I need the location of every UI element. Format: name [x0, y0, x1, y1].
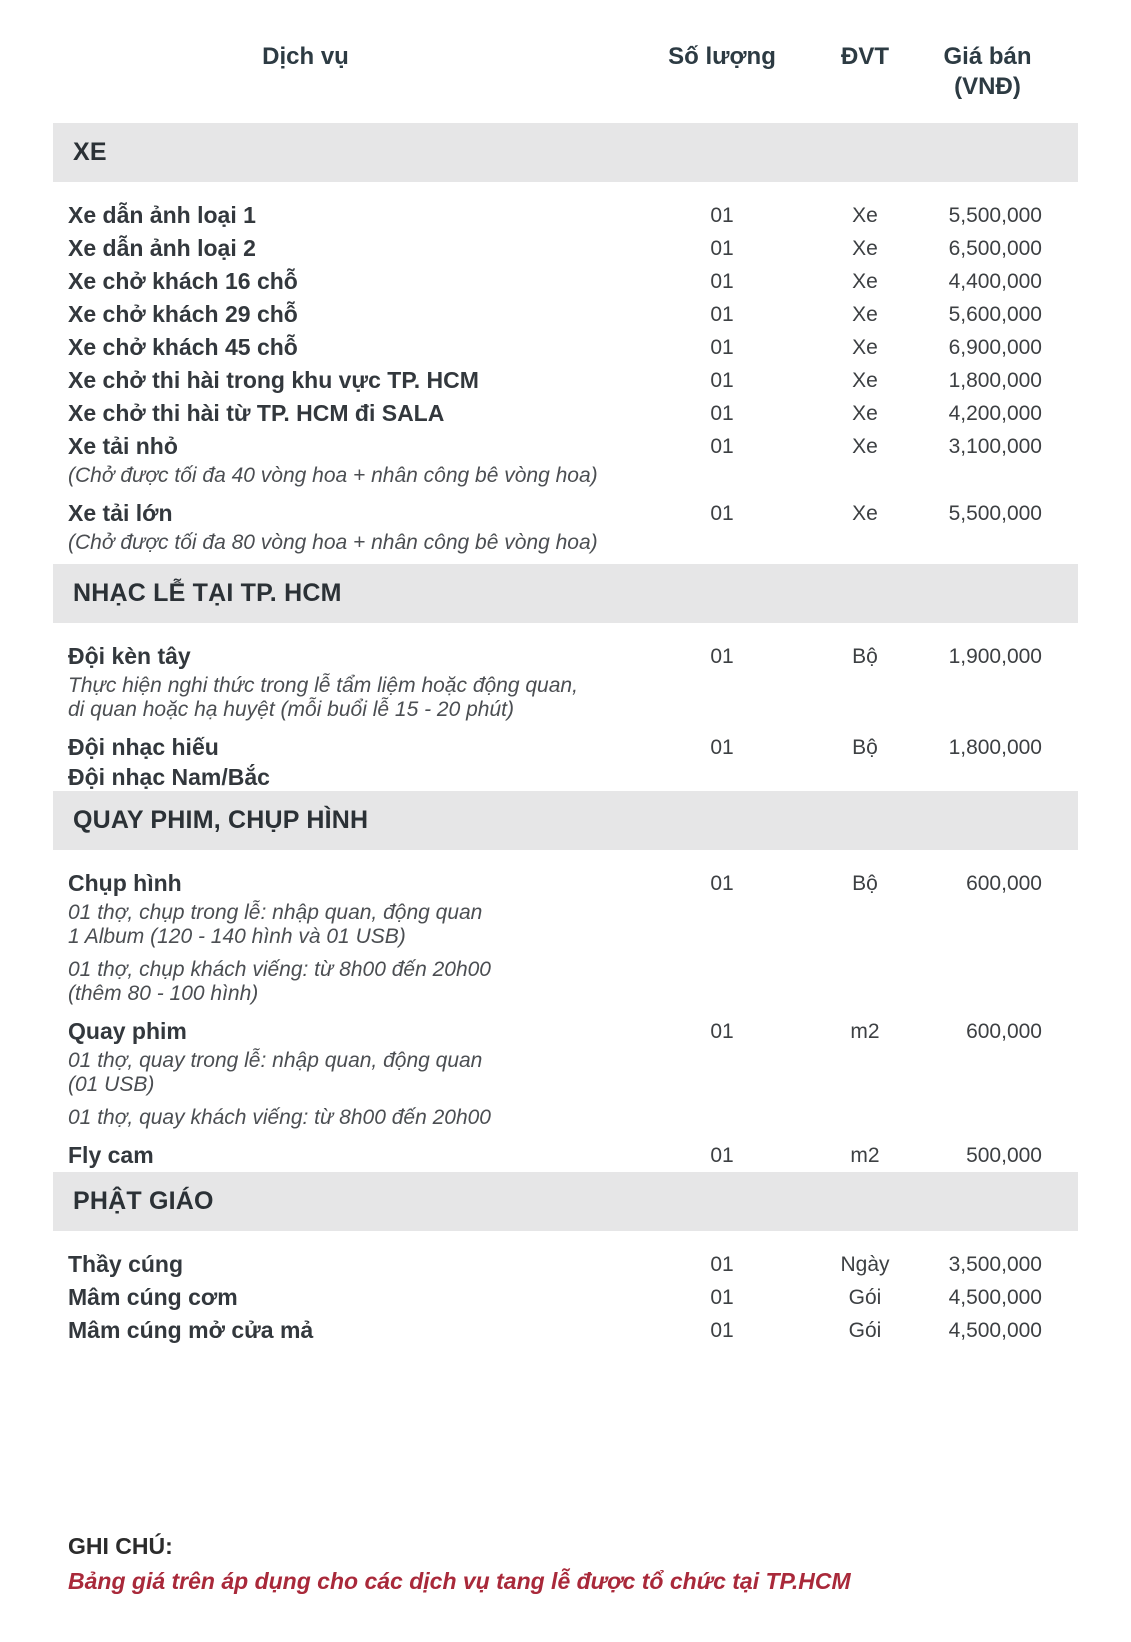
- service-row: [68, 364, 1042, 397]
- price-value: 6,500,000: [948, 237, 1042, 260]
- quantity-value: 01: [710, 502, 734, 525]
- service-row: [68, 298, 1042, 331]
- unit-value: Bộ: [852, 645, 878, 668]
- service-name-cell: [68, 298, 629, 331]
- service-name: Xe chở thi hài trong khu vực TP. HCM: [68, 367, 479, 393]
- section-rows: [0, 623, 1131, 791]
- price-value: 4,400,000: [948, 270, 1042, 293]
- service-name-cell: [68, 1015, 629, 1139]
- service-name: Xe chở thi hài từ TP. HCM đi SALA: [68, 400, 445, 426]
- unit-value: Gói: [848, 1319, 882, 1342]
- section-header: [53, 791, 1078, 850]
- service-row: [68, 1248, 1042, 1281]
- service-description: Thực hiện nghi thức trong lễ tẩm liệm hoặc động quan,: [68, 674, 578, 697]
- unit-value: Xe: [852, 270, 878, 293]
- service-name: Đội nhạc hiếu: [68, 734, 219, 760]
- unit-value: Xe: [852, 402, 878, 425]
- unit-value: Xe: [852, 369, 878, 392]
- service-name: Chụp hình: [68, 870, 182, 896]
- section-title: PHẬT GIÁO: [73, 1187, 214, 1215]
- service-description-group: [68, 1106, 629, 1130]
- service-name-cell: [68, 867, 629, 1015]
- section-rows: [0, 182, 1131, 564]
- service-name-cell: [68, 1281, 629, 1314]
- service-name-cell: [68, 1139, 629, 1172]
- section-rows: [0, 1231, 1131, 1347]
- quantity-value: 01: [710, 1144, 734, 1167]
- service-name: Xe tải lớn: [68, 500, 173, 526]
- price-value: 4,200,000: [948, 402, 1042, 425]
- price-value: 3,500,000: [948, 1253, 1042, 1276]
- price-value: 6,900,000: [948, 336, 1042, 359]
- col-header-service: Dịch vụ: [262, 43, 349, 70]
- col-header-price-line1: Giá bán: [943, 43, 1032, 70]
- service-row: [68, 1139, 1042, 1172]
- service-section: [0, 123, 1131, 564]
- quantity-value: 01: [710, 1253, 734, 1276]
- service-name: Đội kèn tây: [68, 643, 191, 669]
- quantity-value: 01: [710, 237, 734, 260]
- quantity-value: 01: [710, 1020, 734, 1043]
- service-description-group: [68, 464, 629, 488]
- service-name-cell: [68, 430, 629, 497]
- quantity-value: 01: [710, 435, 734, 458]
- section-rows: [0, 850, 1131, 1172]
- service-section: [0, 791, 1131, 1172]
- service-description: 01 thợ, chụp trong lễ: nhập quan, động quan: [68, 901, 483, 924]
- price-value: 500,000: [966, 1144, 1042, 1167]
- service-section: [0, 564, 1131, 791]
- service-row: [68, 199, 1042, 232]
- unit-value: Bộ: [852, 736, 878, 759]
- col-header-price: [915, 42, 1042, 102]
- service-row: [68, 1314, 1042, 1347]
- col-header-quantity: Số lượng: [668, 43, 776, 70]
- service-name: Fly cam: [68, 1142, 154, 1168]
- service-name-cell: [68, 364, 629, 397]
- section-title: QUAY PHIM, CHỤP HÌNH: [73, 806, 369, 834]
- service-name: Thầy cúng: [68, 1251, 184, 1277]
- note-label: GHI CHÚ:: [68, 1533, 173, 1559]
- service-name-cell: [68, 232, 629, 265]
- quantity-value: 01: [710, 303, 734, 326]
- service-section: [0, 1172, 1131, 1347]
- service-name: Xe chở khách 29 chỗ: [68, 301, 298, 327]
- price-value: 1,900,000: [948, 645, 1042, 668]
- price-value: 5,500,000: [948, 204, 1042, 227]
- service-name: Mâm cúng cơm: [68, 1284, 238, 1310]
- service-row: [68, 430, 1042, 497]
- service-name-cell: [68, 731, 629, 791]
- unit-value: m2: [850, 1020, 880, 1043]
- price-value: 1,800,000: [948, 736, 1042, 759]
- service-name: Mâm cúng mở cửa mả: [68, 1317, 314, 1343]
- section-title: XE: [73, 138, 107, 166]
- section-header: [53, 564, 1078, 623]
- service-row: [68, 497, 1042, 564]
- quantity-value: 01: [710, 1319, 734, 1342]
- service-description: (thêm 80 - 100 hình): [68, 982, 259, 1005]
- service-description: 01 thợ, quay khách viếng: từ 8h00 đến 20h00: [68, 1106, 491, 1129]
- note-block: [68, 1532, 851, 1595]
- unit-value: Ngày: [840, 1253, 890, 1276]
- section-title: NHẠC LỄ TẠI TP. HCM: [73, 579, 342, 607]
- service-name: Xe dẫn ảnh loại 2: [68, 235, 256, 261]
- service-description: (01 USB): [68, 1073, 155, 1096]
- price-value: 4,500,000: [948, 1319, 1042, 1342]
- service-name-cell: [68, 265, 629, 298]
- quantity-value: 01: [710, 645, 734, 668]
- service-name-cell: [68, 640, 629, 731]
- price-value: 3,100,000: [948, 435, 1042, 458]
- service-description: 1 Album (120 - 140 hình và 01 USB): [68, 925, 406, 948]
- price-value: 600,000: [966, 872, 1042, 895]
- price-value: 5,500,000: [948, 502, 1042, 525]
- service-row: [68, 731, 1042, 791]
- service-name-cell: [68, 1314, 629, 1347]
- service-name-cell: [68, 497, 629, 564]
- table-body: [0, 123, 1131, 1347]
- service-name-cell: [68, 1248, 629, 1281]
- service-description-group: [68, 901, 629, 949]
- service-name: Xe chở khách 16 chỗ: [68, 268, 298, 294]
- price-value: 5,600,000: [948, 303, 1042, 326]
- service-description-group: [68, 531, 629, 555]
- table-header: [68, 42, 1042, 102]
- unit-value: Xe: [852, 336, 878, 359]
- unit-value: Xe: [852, 303, 878, 326]
- section-header: [53, 1172, 1078, 1231]
- service-name-cell: [68, 199, 629, 232]
- service-row: [68, 331, 1042, 364]
- service-row: [68, 1281, 1042, 1314]
- service-name-cell: [68, 397, 629, 430]
- service-description: di quan hoặc hạ huyệt (mỗi buổi lễ 15 - 20 phút): [68, 698, 514, 721]
- service-name: Xe dẫn ảnh loại 1: [68, 202, 256, 228]
- service-description-group: [68, 1049, 629, 1097]
- service-description-group: [68, 958, 629, 1006]
- service-name: Đội nhạc Nam/Bắc: [68, 764, 270, 790]
- price-value: 1,800,000: [948, 369, 1042, 392]
- unit-value: Bộ: [852, 872, 878, 895]
- service-description: (Chở được tối đa 80 vòng hoa + nhân công bê vòng hoa): [68, 531, 598, 554]
- quantity-value: 01: [710, 736, 734, 759]
- service-name: Quay phim: [68, 1018, 187, 1044]
- service-row: [68, 1015, 1042, 1139]
- unit-value: Xe: [852, 237, 878, 260]
- service-row: [68, 397, 1042, 430]
- service-description: 01 thợ, quay trong lễ: nhập quan, động quan: [68, 1049, 483, 1072]
- service-description-group: [68, 674, 629, 722]
- service-description: 01 thợ, chụp khách viếng: từ 8h00 đến 20h00: [68, 958, 491, 981]
- service-row: [68, 867, 1042, 1015]
- price-list-page: [0, 42, 1131, 1642]
- quantity-value: 01: [710, 369, 734, 392]
- quantity-value: 01: [710, 872, 734, 895]
- quantity-value: 01: [710, 402, 734, 425]
- quantity-value: 01: [710, 1286, 734, 1309]
- note-text: Bảng giá trên áp dụng cho các dịch vụ tang lễ được tổ chức tại TP.HCM: [68, 1568, 851, 1594]
- quantity-value: 01: [710, 204, 734, 227]
- unit-value: Xe: [852, 502, 878, 525]
- service-row: [68, 265, 1042, 298]
- price-value: 600,000: [966, 1020, 1042, 1043]
- col-header-unit: ĐVT: [841, 43, 889, 70]
- service-description: (Chở được tối đa 40 vòng hoa + nhân công bê vòng hoa): [68, 464, 598, 487]
- unit-value: Xe: [852, 435, 878, 458]
- service-name: Xe chở khách 45 chỗ: [68, 334, 298, 360]
- unit-value: m2: [850, 1144, 880, 1167]
- quantity-value: 01: [710, 336, 734, 359]
- service-row: [68, 232, 1042, 265]
- service-name: Xe tải nhỏ: [68, 433, 178, 459]
- unit-value: Xe: [852, 204, 878, 227]
- section-header: [53, 123, 1078, 182]
- service-row: [68, 640, 1042, 731]
- price-value: 4,500,000: [948, 1286, 1042, 1309]
- col-header-price-line2: (VNĐ): [954, 73, 1021, 100]
- unit-value: Gói: [848, 1286, 882, 1309]
- service-name-cell: [68, 331, 629, 364]
- quantity-value: 01: [710, 270, 734, 293]
